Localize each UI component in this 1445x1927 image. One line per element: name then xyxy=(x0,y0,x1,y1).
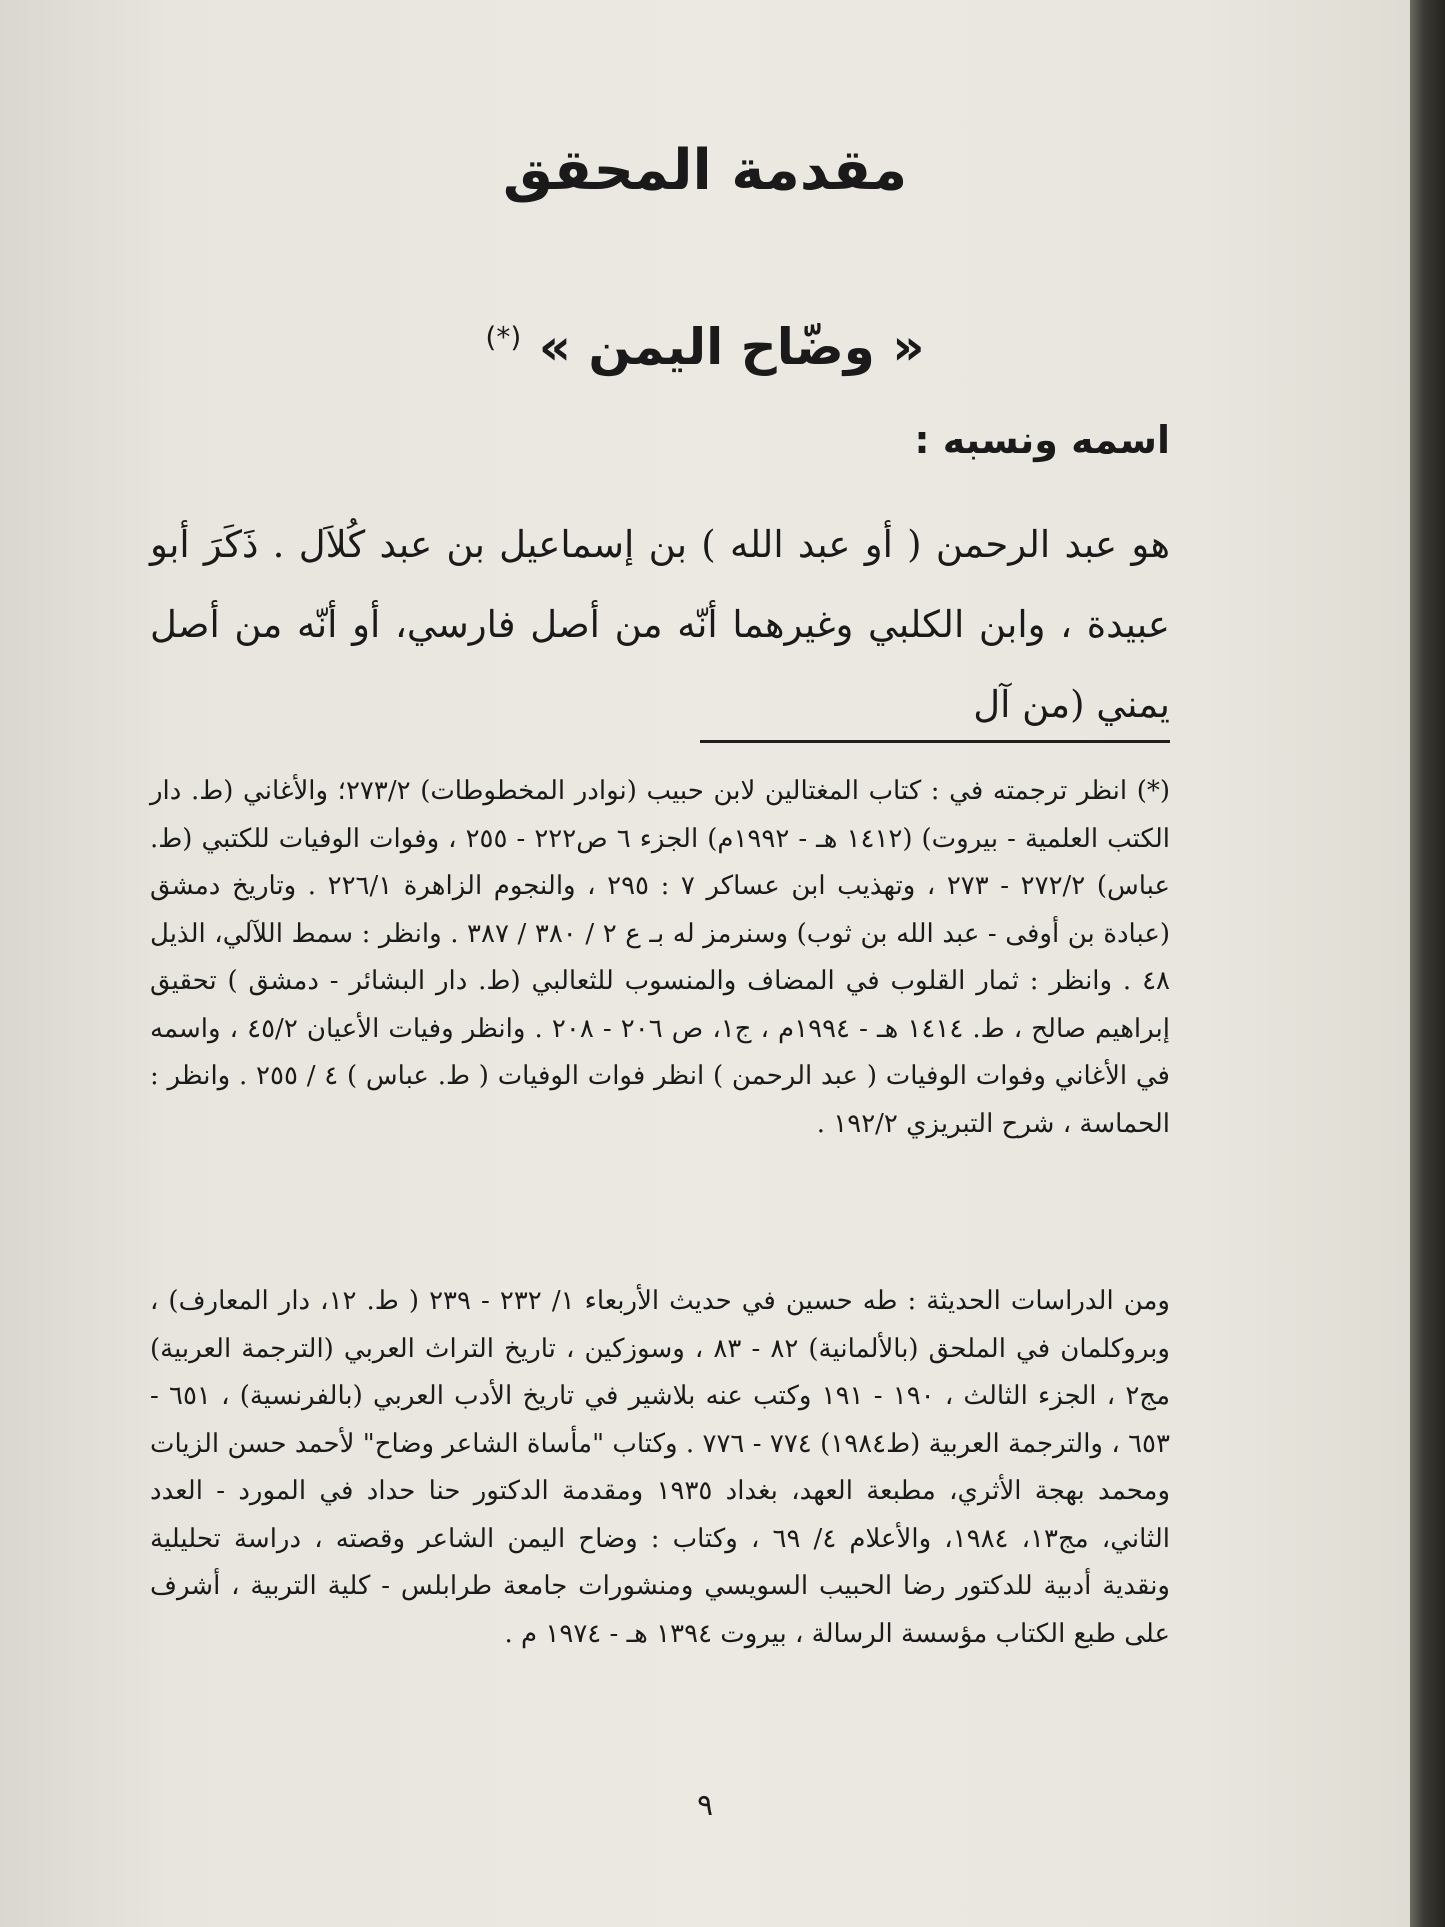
footnote-2: ومن الدراسات الحديثة : طه حسين في حديث الأربعاء ١/ ٢٣٢ - ٢٣٩ ( ط. ١٢، دار المعارف) ، وبروكلمان في الملحق (بالألمانية) ٨٢ - ٨٣ ، وسوزكين ، تاريخ التراث العربي (الترجمة العربية) مج٢ ، الجزء الثالث ، ١٩٠ - ١٩١ وكتب عنه بلاشير في تاريخ الأدب العربي (بالفرنسية) ، ٦٥١ - ٦٥٣ ، والترجمة العربية (ط١٩٨٤) ٧٧٤ - ٧٧٦ . وكتاب "مأساة الشاعر وضاح" لأحمد حسن الزيات ومحمد بهجة الأثري، مطبعة العهد، بغداد ١٩٣٥ ومقدمة الدكتور حنا حداد في المورد - العدد الثاني، مج١٣، ١٩٨٤، والأعلام ٤/ ٦٩ ، وكتاب : وضاح اليمن الشاعر وقصته ، دراسة تحليلية ونقدية أدبية للدكتور رضا الحبيب السويسي ومنشورات جامعة طرابلس - كلية التربية ، أشرف على طبع الكتاب مؤسسة الرسالة ، بيروت ١٣٩٤ هـ - ١٩٧٤ م . xyxy=(150,1286,1171,1649)
footnote-marker: (*) xyxy=(485,320,522,354)
page-title: مقدمة المحقق xyxy=(502,138,908,203)
section-title-text: « وضّاح اليمن » xyxy=(538,318,925,376)
page-number: ٩ xyxy=(696,1788,714,1823)
subsection-heading: اسمه ونسبه : xyxy=(914,418,1170,462)
footnote-separator xyxy=(700,740,1170,743)
footnote-1: (*) انظر ترجمته في : كتاب المغتالين لابن حبيب (نوادر المخطوطات) ٢٧٣/٢؛ والأغاني (ط. دار الكتب العلمية - بيروت) (١٤١٢ هـ - ١٩٩٢م) الجزء ٦ ص٢٢٢ - ٢٥٥ ، وفوات الوفيات للكتبي (ط. عباس) ٢٧٢/٢ - ٢٧٣ ، وتهذيب ابن عساكر ٧ : ٢٩٥ ، والنجوم الزاهرة ٢٢٦/١ . وتاريخ دمشق (عبادة بن أوفى - عبد الله بن ثوب) وسنرمز له بـ ع ٢ / ٣٨٠ / ٣٨٧ . وانظر : سمط اللآلي، الذيل ٤٨ . وانظر : ثمار القلوب في المضاف والمنسوب للثعالبي (ط. دار البشائر - دمشق ) تحقيق إبراهيم صالح ، ط. ١٤١٤ هـ - ١٩٩٤م ، ج١، ص ٢٠٦ - ٢٠٨ . وانظر وفيات الأعيان ٤٥/٢ ، واسمه في الأغاني وفوات الوفيات ( عبد الرحمن ) انظر فوات الوفيات ( ط. عباس ) ٤ / ٢٥٥ . وانظر : الحماسة ، شرح التبريزي ١٩٢/٢ . xyxy=(150,776,1171,1139)
section-title xyxy=(0,318,1410,376)
book-spine-shadow xyxy=(1410,0,1445,1927)
body-paragraph: هو عبد الرحمن ( أو عبد الله ) بن إسماعيل بن عبد كُلاَل . ذَكَرَ أبو عبيدة ، وابن الكلبي وغيرهما أنّه من أصل فارسي، أو أنّه من أصل يمني (من آل xyxy=(150,523,1170,726)
